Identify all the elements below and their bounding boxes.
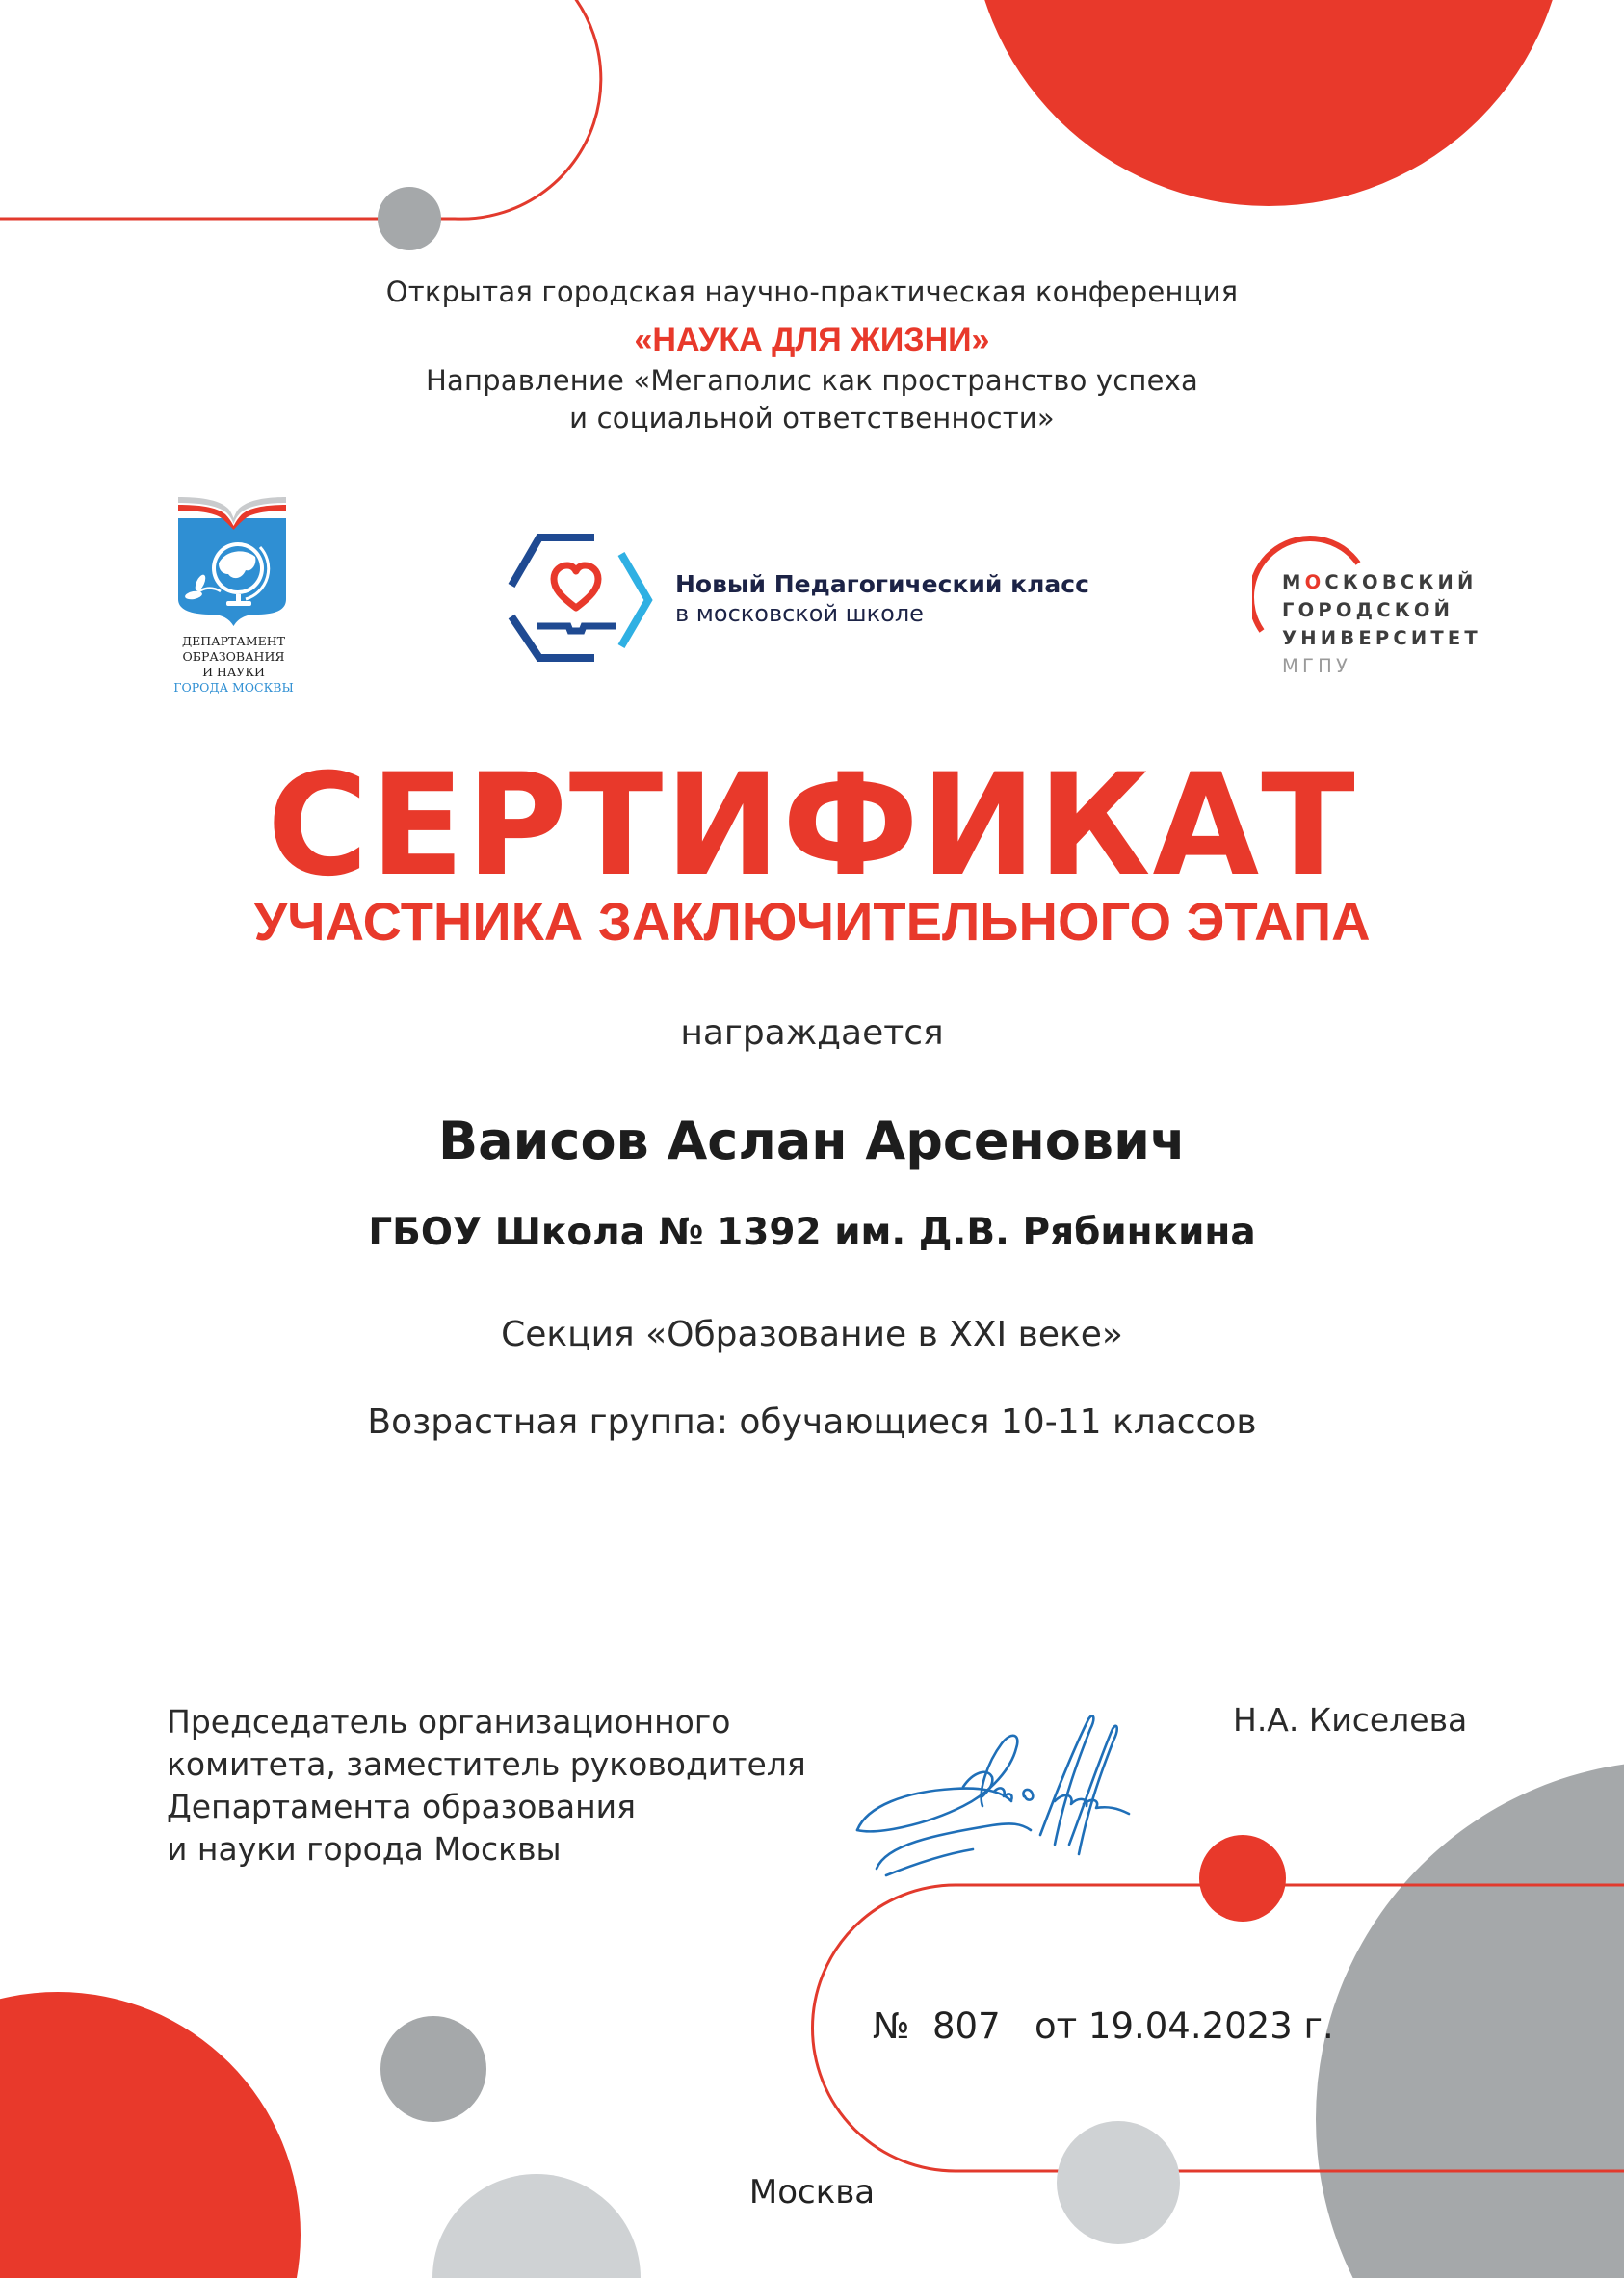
registration-info [873,2005,1334,2047]
decor-track-line-top [0,0,601,219]
npk-logo [501,525,1137,674]
department-logo [169,491,299,698]
signatory-position-line: Департамента образования [167,1788,636,1825]
department-logo-text [169,634,299,695]
mgpu-letter-o: О [1304,571,1325,593]
city-label: Москва [748,2173,876,2212]
mgpu-logo [1252,525,1481,684]
certificate-subtitle: УЧАСТНИКА ЗАКЛЮЧИТЕЛЬНОГО ЭТАПА [253,891,1371,952]
conference-name: «НАУКА ДЛЯ ЖИЗНИ» [634,322,990,358]
department-logo-line: И НАУКИ [202,665,265,679]
mgpu-logo-text [1282,568,1481,680]
certificate-date: 19.04.2023 г. [1087,2005,1334,2047]
recipient-school: ГБОУ Школа № 1392 им. Д.В. Рябинкина [368,1211,1256,1254]
mgpu-line-2: ГОРОДСКОЙ [1282,599,1454,621]
mgpu-line-3: УНИВЕРСИТЕТ [1282,627,1481,649]
npk-logo-title: Новый Педагогический класс [675,570,1089,598]
mgpu-line-1 [1282,568,1481,596]
signatory-name: Н.А. Киселева [1233,1701,1468,1739]
signatory-position [167,1701,806,1871]
decor-circle-gray-bottom [380,2016,486,2122]
conference-direction-line2: и социальной ответственности» [569,402,1055,434]
signatory-position-line: и науки города Москвы [167,1830,562,1868]
department-logo-line: ОБРАЗОВАНИЯ [182,649,285,664]
npk-logo-text [675,570,1089,627]
recipient-name: Ваисов Аслан Арсенович [438,1111,1186,1171]
certificate-number: 807 [932,2005,1001,2047]
date-prefix: от [1034,2005,1078,2047]
mgpu-letters: СКОВСКИЙ [1324,571,1478,593]
department-logo-city: ГОРОДА МОСКВЫ [173,680,294,694]
hexagon-heart-book-icon [501,525,660,674]
mgpu-line-4: МГПУ [1282,655,1352,677]
certificate-title: СЕРТИФИКАТ [267,744,1357,907]
signatory-position-line: Председатель организационного [167,1703,731,1741]
mgpu-letter: М [1282,571,1305,593]
conference-direction-line1: Направление «Мегаполис как пространство успеха [426,364,1198,397]
npk-logo-subtitle: в московской школе [675,600,924,627]
signatory-position-line: комитета, заместитель руководителя [167,1745,806,1783]
decor-circle-red-top-right [970,0,1567,206]
number-sign: № [873,2005,910,2047]
decor-circle-gray-top [378,187,441,250]
department-logo-line: ДЕПАРТАМЕНТ [181,634,286,648]
decor-circle-red-bottom-left [0,1992,301,2278]
age-group: Возрастная группа: обучающиеся 10-11 классов [367,1402,1257,1442]
shield-globe-book-icon [169,491,299,631]
decor-circle-red-small [1199,1835,1286,1922]
awarded-label: награждается [680,1013,944,1053]
section-name: Секция «Образование в XXI веке» [501,1315,1123,1354]
conference-intro: Открытая городская научно-практическая конференция [385,275,1239,308]
handwritten-signature-icon [848,1700,1156,1878]
